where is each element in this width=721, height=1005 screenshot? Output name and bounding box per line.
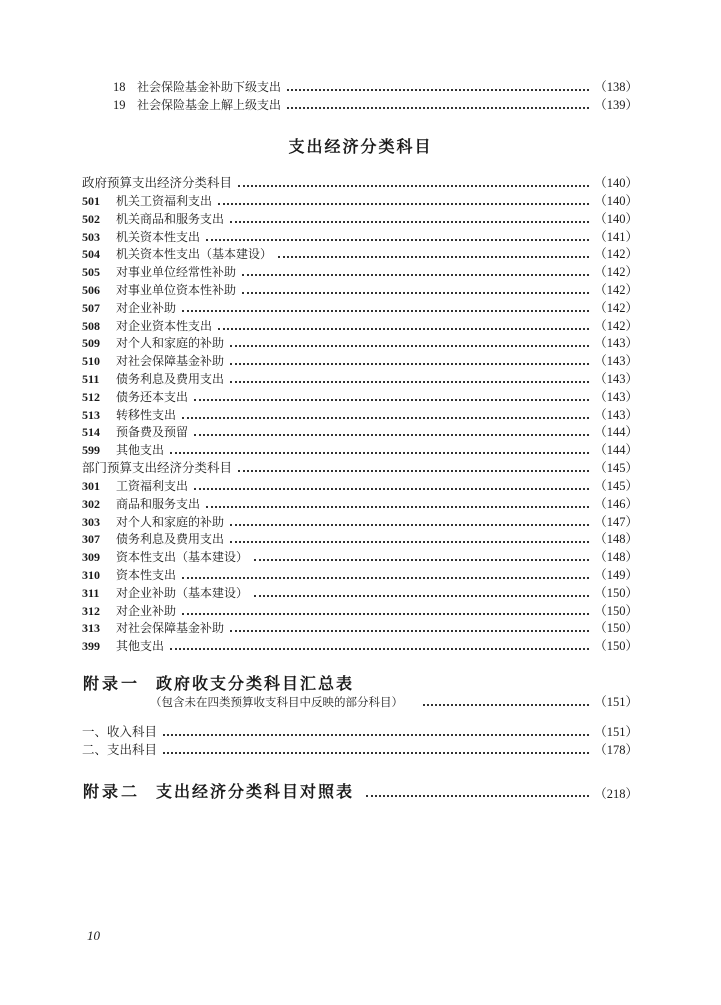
- item-page: （142）: [594, 265, 638, 280]
- item-label: 对事业单位经常性补助: [116, 265, 237, 280]
- leader-dots: [170, 452, 589, 454]
- item-label: 对社会保障基金补助: [116, 354, 225, 369]
- item-number: 510: [82, 354, 100, 369]
- leader-dots: [194, 434, 589, 436]
- item-label: 机关资本性支出: [116, 229, 201, 244]
- appendix-one-note-row: [150, 692, 638, 710]
- leader-dots: [218, 203, 589, 205]
- leader-dots: [182, 310, 589, 312]
- toc-row: [82, 512, 638, 530]
- item-number: 313: [82, 621, 100, 636]
- item-page: （144）: [594, 425, 638, 440]
- category-header-label: 政府预算支出经济分类科目: [82, 175, 233, 190]
- item-number: 18: [113, 80, 126, 94]
- leader-dots: [287, 107, 589, 109]
- item-label: 债务利息及费用支出: [116, 532, 225, 547]
- item-label: 债务还本支出: [116, 389, 189, 404]
- leader-dots: [194, 399, 589, 401]
- category-header-row: [82, 173, 638, 191]
- toc-row: [82, 494, 638, 512]
- item-label: 资本性支出: [116, 568, 177, 582]
- section-title: 支出经济分类科目: [288, 137, 433, 156]
- leader-dots: [230, 630, 589, 632]
- item-label: 商品和服务支出: [116, 496, 201, 511]
- leader-dots: [366, 795, 589, 797]
- item-number: 302: [82, 496, 100, 511]
- item-label: 转移性支出: [116, 407, 177, 422]
- toc-row: [82, 244, 638, 262]
- item-label: 工资福利支出: [116, 479, 189, 493]
- item-page: （149）: [594, 568, 638, 582]
- leader-dots: [254, 559, 589, 561]
- item-number: 508: [82, 318, 100, 333]
- item-label: 对企业补助: [116, 300, 177, 315]
- item-number: 512: [82, 389, 100, 404]
- appendix-two-heading: [83, 779, 638, 802]
- item-label: 对个人和家庭的补助: [116, 336, 225, 351]
- item-label: 社会保险基金上解上级支出: [137, 98, 282, 112]
- leader-dots: [170, 648, 589, 650]
- item-label: 预备费及预留: [116, 425, 189, 440]
- leader-dots: [194, 488, 589, 490]
- item-label: 社会保险基金补助下级支出: [137, 80, 282, 94]
- toc-row: [82, 618, 638, 636]
- item-number: 502: [82, 211, 100, 226]
- leader-dots: [242, 292, 589, 294]
- category-header-page: （145）: [594, 461, 638, 475]
- toc-row: [82, 387, 638, 405]
- toc-row: [82, 369, 638, 387]
- appendix-one-title: 政府收支分类科目汇总表: [156, 674, 355, 693]
- appendix-two-page: （218）: [594, 787, 638, 801]
- item-page: （140）: [594, 194, 638, 208]
- leader-dots: [278, 256, 589, 258]
- item-label: 资本性支出（基本建设）: [116, 550, 249, 565]
- category-header-row: [82, 458, 638, 476]
- item-page: （145）: [594, 479, 638, 493]
- toc-row: [82, 280, 638, 298]
- toc-row: [82, 529, 638, 547]
- toc-row: [82, 316, 638, 334]
- item-number: 311: [82, 585, 100, 600]
- toc-row: [82, 583, 638, 601]
- item-page: （150）: [594, 639, 638, 654]
- leader-dots: [230, 221, 589, 223]
- item-number: 599: [82, 443, 100, 458]
- item-page: （143）: [594, 389, 638, 404]
- toc-row: [82, 722, 638, 740]
- leader-dots: [163, 752, 589, 754]
- toc-row: [82, 601, 638, 619]
- item-page: （143）: [594, 354, 638, 369]
- item-label: 机关商品和服务支出: [116, 211, 225, 226]
- item-label: 一、收入科目: [82, 724, 158, 739]
- toc-row: [82, 333, 638, 351]
- category-header-page: （140）: [594, 176, 638, 190]
- item-page: （142）: [594, 247, 638, 262]
- toc-row: [82, 405, 638, 423]
- item-label: 二、支出科目: [82, 742, 158, 757]
- appendix-two-tag: 附录二: [83, 782, 141, 801]
- item-number: 301: [82, 479, 100, 493]
- item-number: 19: [113, 98, 126, 112]
- item-page: （146）: [594, 496, 638, 511]
- item-number: 303: [82, 514, 100, 529]
- category-header-label: 部门预算支出经济分类科目: [82, 460, 233, 475]
- toc-row: [82, 298, 638, 316]
- leader-dots: [163, 734, 589, 736]
- item-number: 309: [82, 550, 100, 565]
- leader-dots: [206, 239, 589, 241]
- item-page: （178）: [594, 743, 638, 757]
- leader-dots: [238, 185, 589, 187]
- page-number: 10: [87, 928, 100, 943]
- item-page: （150）: [594, 603, 638, 618]
- item-number: 507: [82, 300, 100, 315]
- toc-row: [82, 209, 638, 227]
- toc-row: [113, 95, 638, 113]
- toc-row: [82, 636, 638, 654]
- leader-dots: [230, 524, 589, 526]
- toc-row: [82, 547, 638, 565]
- toc-row: [82, 262, 638, 280]
- leader-dots: [423, 704, 589, 706]
- item-page: （143）: [594, 407, 638, 422]
- item-label: 债务利息及费用支出: [116, 372, 225, 386]
- toc-row: [82, 740, 638, 758]
- item-label: 对企业资本性支出: [116, 318, 213, 333]
- item-page: （143）: [594, 372, 638, 386]
- leader-dots: [230, 541, 589, 543]
- appendix-one-page: （151）: [594, 695, 638, 709]
- leader-dots: [242, 274, 589, 276]
- item-number: 506: [82, 283, 100, 297]
- item-label: 对企业补助（基本建设）: [116, 585, 249, 600]
- item-label: 其他支出: [116, 443, 165, 458]
- item-label: 机关工资福利支出: [116, 194, 213, 208]
- appendix-one-note: （包含未在四类预算收支科目中反映的部分科目）: [150, 695, 403, 709]
- item-number: 505: [82, 265, 100, 280]
- toc-row: [82, 227, 638, 245]
- item-page: （142）: [594, 300, 638, 315]
- item-label: 对个人和家庭的补助: [116, 514, 225, 529]
- item-page: （138）: [594, 80, 638, 94]
- toc-row: [113, 77, 638, 95]
- item-number: 307: [82, 532, 100, 547]
- item-number: 511: [82, 372, 100, 386]
- item-number: 310: [82, 568, 100, 582]
- appendix-one-tag: 附录一: [83, 674, 141, 693]
- item-number: 504: [82, 247, 100, 262]
- item-label: 对事业单位资本性补助: [116, 283, 237, 297]
- toc-row: [82, 476, 638, 494]
- item-number: 503: [82, 229, 100, 244]
- item-page: （150）: [594, 621, 638, 636]
- item-page: （139）: [594, 98, 638, 112]
- item-page: （151）: [594, 725, 638, 739]
- item-number: 501: [82, 194, 100, 208]
- leader-dots: [287, 89, 589, 91]
- item-number: 399: [82, 639, 100, 654]
- leader-dots: [254, 595, 589, 597]
- item-page: （142）: [594, 283, 638, 297]
- toc-row: [82, 565, 638, 583]
- appendix-one-heading: [83, 671, 638, 694]
- item-number: 509: [82, 336, 100, 351]
- item-page: （150）: [594, 585, 638, 600]
- item-page: （142）: [594, 318, 638, 333]
- leader-dots: [230, 381, 589, 383]
- toc-row: [82, 191, 638, 209]
- item-page: （148）: [594, 550, 638, 565]
- item-label: 对社会保障基金补助: [116, 621, 225, 636]
- item-page: （147）: [594, 514, 638, 529]
- item-page: （144）: [594, 443, 638, 458]
- item-page: （143）: [594, 336, 638, 351]
- item-page: （141）: [594, 229, 638, 244]
- toc-row: [82, 422, 638, 440]
- leader-dots: [230, 345, 589, 347]
- item-number: 513: [82, 407, 100, 422]
- leader-dots: [182, 613, 589, 615]
- toc-row: [82, 351, 638, 369]
- item-label: 其他支出: [116, 639, 165, 654]
- item-label: 机关资本性支出（基本建设）: [116, 247, 273, 262]
- leader-dots: [218, 328, 589, 330]
- leader-dots: [206, 506, 589, 508]
- item-page: （148）: [594, 532, 638, 547]
- item-number: 514: [82, 425, 100, 440]
- item-label: 对企业补助: [116, 603, 177, 618]
- leader-dots: [230, 363, 589, 365]
- leader-dots: [238, 470, 589, 472]
- leader-dots: [182, 417, 589, 419]
- appendix-two-title: 支出经济分类科目对照表: [156, 782, 355, 801]
- item-number: 312: [82, 603, 100, 618]
- toc-row: [82, 440, 638, 458]
- leader-dots: [182, 577, 589, 579]
- item-page: （140）: [594, 211, 638, 226]
